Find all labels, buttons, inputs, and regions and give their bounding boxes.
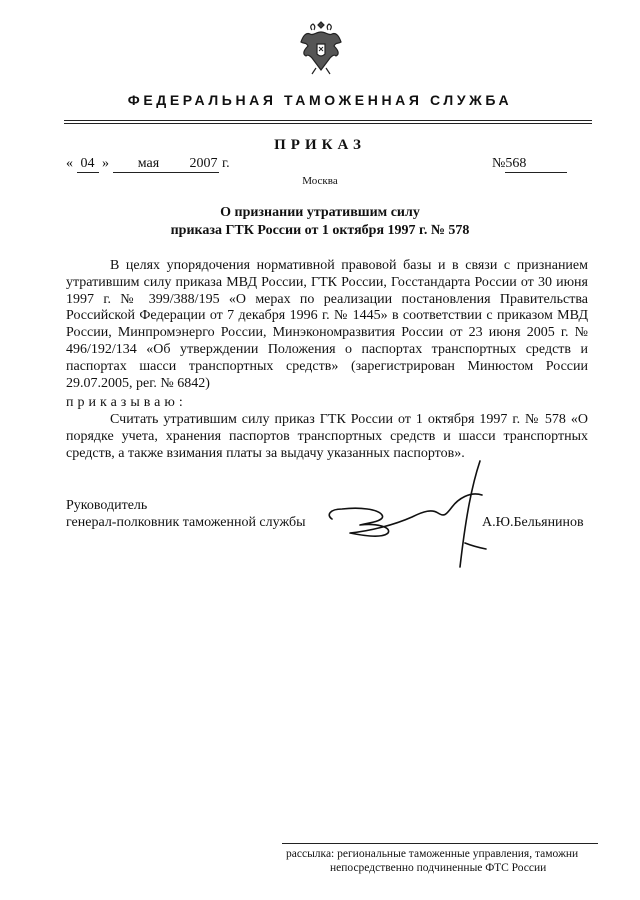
handwritten-signature (320, 455, 490, 575)
number-prefix: № (492, 156, 506, 171)
header-divider-top (64, 120, 592, 121)
title-line-1: О признании утратившим силу (220, 205, 420, 220)
footer-divider (282, 843, 598, 844)
title-line-2: приказа ГТК России от 1 октября 1997 г. № 578 (170, 223, 470, 238)
document-title (0, 204, 640, 240)
preamble-paragraph: В целях упорядочения нормативной правовой базы и в связи с признанием утратившим силу приказа МВД России, ГТК России, Госстандарта России от 30 июня 1997 г. № 399/388/195 «О мерах по реализации постановления Правительства Российской Федерации от 7 декабря 1996 г. № 1445» в соответствии с приказом МВД России, Минпромэнерго России, Минэкономразвития России от 23 июня 2005 г. № 496/192/134 «Об утверждении Положения о паспортах транспортных средств и паспортах шасси транспортных средств» (зарегистрирован Минюстом России 29.07.2005, рег. № 6842) (66, 258, 588, 391)
date-close-quote: » (102, 156, 109, 171)
distribution-line-1: рассылка: региональные таможенные управления, таможни (286, 848, 579, 860)
signatory-title: Руководитель (66, 498, 148, 513)
number-value: 568 (505, 156, 567, 173)
date-month: мая (113, 156, 185, 173)
order-word: приказываю: (66, 395, 187, 410)
signatory-rank: генерал-полковник таможенной службы (66, 515, 306, 530)
document-type: ПРИКАЗ (274, 137, 366, 153)
operative-paragraph: Считать утратившим силу приказ ГТК России от 1 октября 1997 г. № 578 «О порядке учета, хранения паспортов транспортных средств и шасси транспортных средств, а также взимания платы за выдачу указанных паспортов». (66, 412, 588, 461)
order-date (66, 156, 230, 173)
header-divider-bottom (64, 123, 592, 124)
order-number (492, 156, 567, 173)
signatory-name: А.Ю.Бельянинов (482, 515, 584, 530)
city: Москва (302, 175, 338, 187)
date-open-quote: « (66, 156, 73, 171)
date-year-suffix: г. (222, 156, 230, 171)
agency-name: ФЕДЕРАЛЬНАЯ ТАМОЖЕННАЯ СЛУЖБА (127, 92, 513, 108)
date-day: 04 (77, 156, 99, 173)
double-headed-eagle-icon (298, 20, 344, 76)
distribution-line-2: непосредственно подчиненные ФТС России (330, 862, 547, 874)
date-year: 2007 (185, 156, 219, 173)
